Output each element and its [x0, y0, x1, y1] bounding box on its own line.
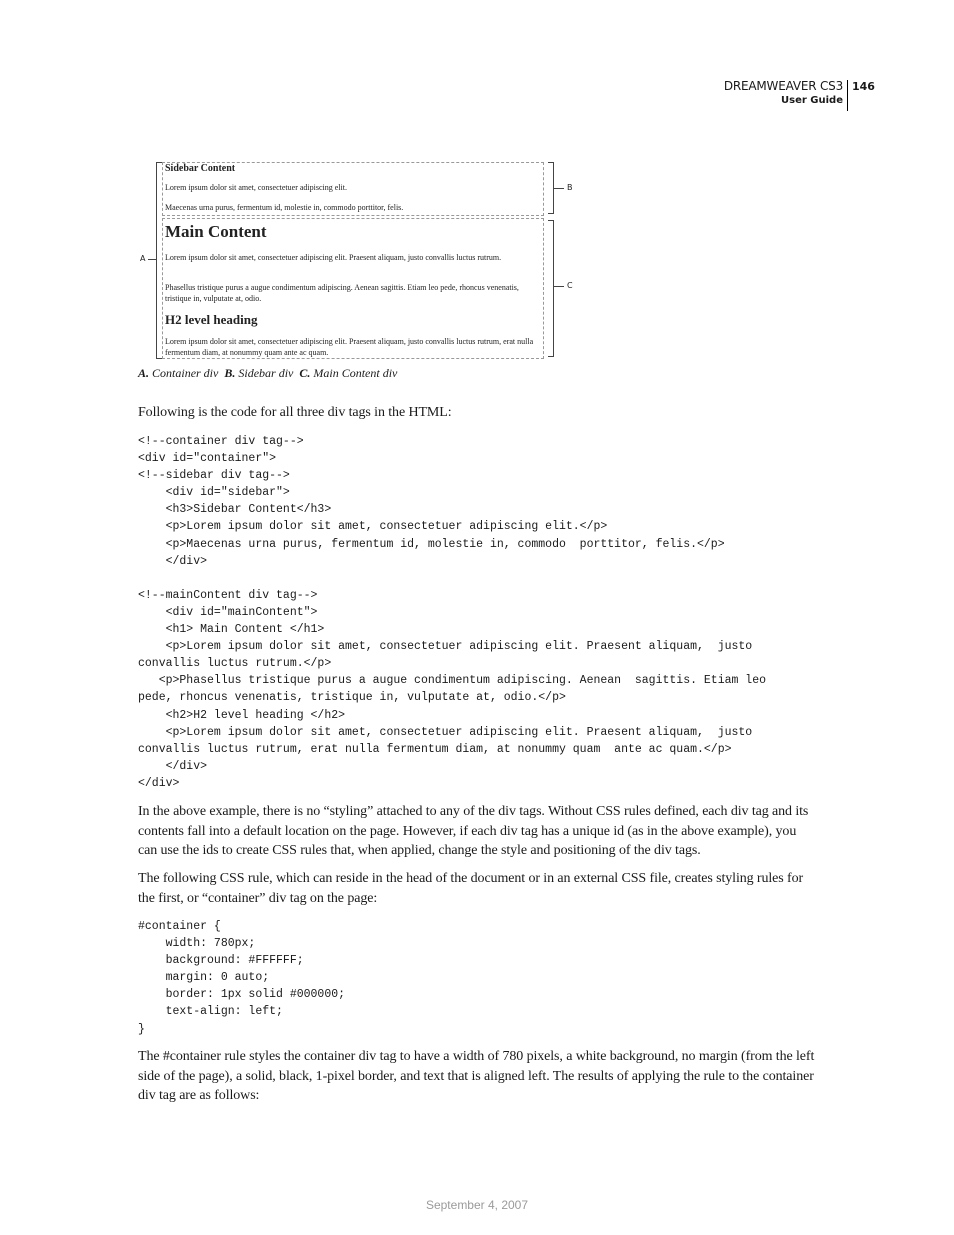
div-layout-figure — [138, 160, 578, 360]
main-content-heading: Main Content — [165, 222, 267, 241]
sidebar-heading: Sidebar Content — [165, 163, 236, 174]
intro-paragraph: Following is the code for all three div tags in the HTML: — [138, 405, 452, 420]
footer-date: September 4, 2007 — [425, 1198, 529, 1212]
css-code-block: #container { width: 780px; background: #FFFFFF; margin: 0 auto; border: 1px solid #000000; text-align: left; } — [138, 920, 346, 1036]
caption-text-c: Main Content div — [313, 366, 398, 380]
running-header — [660, 78, 843, 108]
sidebar-paragraph-1: Lorem ipsum dolor sit amet, consectetuer adipiscing elit. — [165, 183, 347, 192]
header-divider — [847, 80, 848, 111]
guide-title: User Guide — [781, 95, 843, 106]
figure-caption — [138, 366, 397, 381]
label-c-tick — [554, 286, 564, 287]
caption-key-b: B. — [224, 366, 236, 380]
main-content-bracket — [548, 220, 554, 357]
label-a-tick — [148, 259, 156, 260]
label-a: A — [140, 254, 146, 263]
caption-text-a: Container div — [152, 366, 219, 380]
caption-text-b: Sidebar div — [238, 366, 294, 380]
main-paragraph-2: Phasellus tristique purus a augue condimentum adipiscing. Aenean sagittis. Etiam leo pede, rhoncus venenatis, tristique in, vulputate at, odio. — [165, 283, 519, 303]
caption-key-c: C. — [299, 366, 311, 380]
html-code-block: <!--container div tag--> <div id="container"> <!--sidebar div tag--> <div id="sidebar"> <h3>Sidebar Content</h3> <p>Lorem ipsum dolor sit amet, consectetuer adipiscing elit.</p> <p>Maecenas urna purus, fermentum id, molestie in, commodo porttitor, felis.</p> </div> <!--mainContent div tag--> <div id="mainContent"> <h1> Main Content </h1> <p>Lorem ipsum dolor sit amet, consectetuer adipiscing elit. Praesent aliquam, justo convallis luctus rutrum.</p> <p>Phasellus tristique purus a augue condimentum adipiscing. Aenean sagittis. Etiam leo pede, rhoncus venenatis, tristique in, vulputate at, odio.</p> <h2>H2 level heading </h2> <p>Lorem ipsum dolor sit amet, consectetuer adipiscing elit. Praesent aliquam, justo convallis luctus rutrum, erat nulla fermentum diam, at nonummy quam ante ac quam.</p> </div> </div> — [138, 435, 767, 790]
paragraph-css-rule: The following CSS rule, which can reside in the head of the document or in an external CSS file, creates styling rules for the first, or “container” div tag on the page: — [138, 871, 804, 906]
main-paragraph-3: Lorem ipsum dolor sit amet, consectetuer adipiscing elit. Praesent aliquam, justo convallis luctus rutrum, erat nulla fermentum diam, at nonummy quam ante ac quam. — [165, 337, 534, 357]
caption-key-a: A. — [138, 366, 150, 380]
product-name: DREAMWEAVER CS3 — [723, 79, 843, 93]
label-c: C — [567, 281, 573, 290]
h2-heading: H2 level heading — [165, 312, 258, 327]
page-number: 146 — [852, 80, 875, 93]
sidebar-paragraph-2: Maecenas urna purus, fermentum id, molestie in, commodo porttitor, felis. — [165, 203, 404, 212]
main-paragraph-1: Lorem ipsum dolor sit amet, consectetuer adipiscing elit. Praesent aliquam, justo convallis luctus rutrum. — [165, 253, 502, 262]
label-b: B — [567, 183, 573, 192]
paragraph-styling: In the above example, there is no “styling” attached to any of the div tags. Without CSS rules defined, each div tag and its contents fall into a default location on the page. However, if each div tag has a unique id (as in the above example), you can use the ids to create CSS rules that, when applied, change the style and positioning of the div tags. — [138, 804, 809, 858]
label-b-tick — [554, 188, 564, 189]
paragraph-container-rule: The #container rule styles the container div tag to have a width of 780 pixels, a white background, no margin (from the left side of the page), a solid, black, 1-pixel border, and text that is aligned left. The results of applying the rule to the container div tag are as follows: — [138, 1049, 815, 1103]
